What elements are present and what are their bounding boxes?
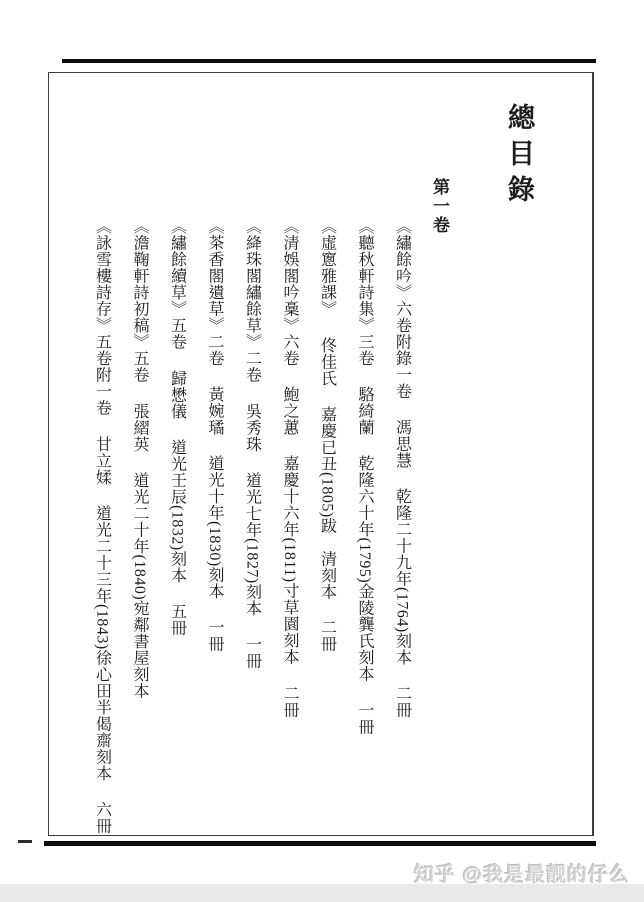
toc-entry [206,218,222,836]
page-number-mark [18,840,32,843]
zhihu-watermark: 知乎 @我是最靓的仔么 [413,864,630,886]
entry-copies: 一冊 [356,701,373,735]
entry-copies: 五冊 [168,602,186,636]
toc-content [48,72,594,836]
entry-author: 甘立媃 [93,435,111,485]
entry-author: 歸懋儀 [168,369,186,419]
entry-title: 《繡餘續草》五卷 [168,218,186,350]
entry-edition: 道光二十年(1840)宛鄰書屋刻本 [131,471,148,699]
entry-author: 鮑之蕙 [281,386,298,436]
entry-edition: 乾隆二十九年(1764)刻本 [393,488,411,666]
toc-entry [356,218,372,836]
entry-edition: 嘉慶已丑(1805)跋 清刻本 [318,405,336,600]
entry-edition: 道光十年(1830)刻本 [206,455,223,600]
entry-edition: 道光七年(1827)刻本 [243,471,261,617]
toc-entry [319,218,335,836]
toc-entry [281,218,297,836]
entry-author: 吳秀珠 [243,402,261,452]
entry-copies: 二冊 [281,684,298,718]
entry-title: 《茶香閣遺草》二卷 [206,218,223,367]
toc-entry [394,218,410,836]
page-title: 總目錄 [504,103,534,211]
entry-copies: 一冊 [206,619,223,653]
toc-entry [169,218,185,836]
entry-title: 《繡餘吟》六卷附錄一卷 [393,218,411,400]
entry-edition: 乾隆六十年(1795)金陵龔氏刻本 [356,455,373,683]
frame-bottom-rule [44,841,596,846]
volume-heading: 第一卷 [430,178,449,235]
toc-entry [244,218,260,836]
entry-edition: 嘉慶十六年(1811)寸草園刻本 [281,455,298,666]
entry-title: 《詠雪樓詩存》五卷附一卷 [93,218,111,416]
entry-author: 馮思慧 [393,419,411,469]
entry-author: 佟佳氏 [318,336,336,386]
entry-copies: 二冊 [393,685,411,719]
entry-edition: 道光壬辰(1832)刻本 [168,438,186,584]
entry-copies: 一冊 [243,635,261,669]
entry-copies: 二冊 [318,619,336,653]
entry-title: 《絳珠閣繡餘草》二卷 [243,218,261,383]
entry-title: 《澹鞠軒詩初稿》五卷 [131,218,148,383]
entry-copies: 六冊 [93,800,111,834]
entry-author: 黃婉璚 [206,386,223,436]
entry-title: 《虛窻雅課》 [318,218,336,317]
entry-edition: 道光二十三年(1843)徐心田半偈齋刻本 [93,504,111,782]
entry-author: 駱綺蘭 [356,386,373,436]
entry-title: 《聽秋軒詩集》三卷 [356,218,373,367]
frame-top-rule [62,59,596,63]
toc-entry [94,218,110,836]
entry-author: 張䌌英 [131,402,148,452]
entry-title: 《清娛閣吟稾》六卷 [281,218,298,367]
toc-entry [131,218,147,836]
